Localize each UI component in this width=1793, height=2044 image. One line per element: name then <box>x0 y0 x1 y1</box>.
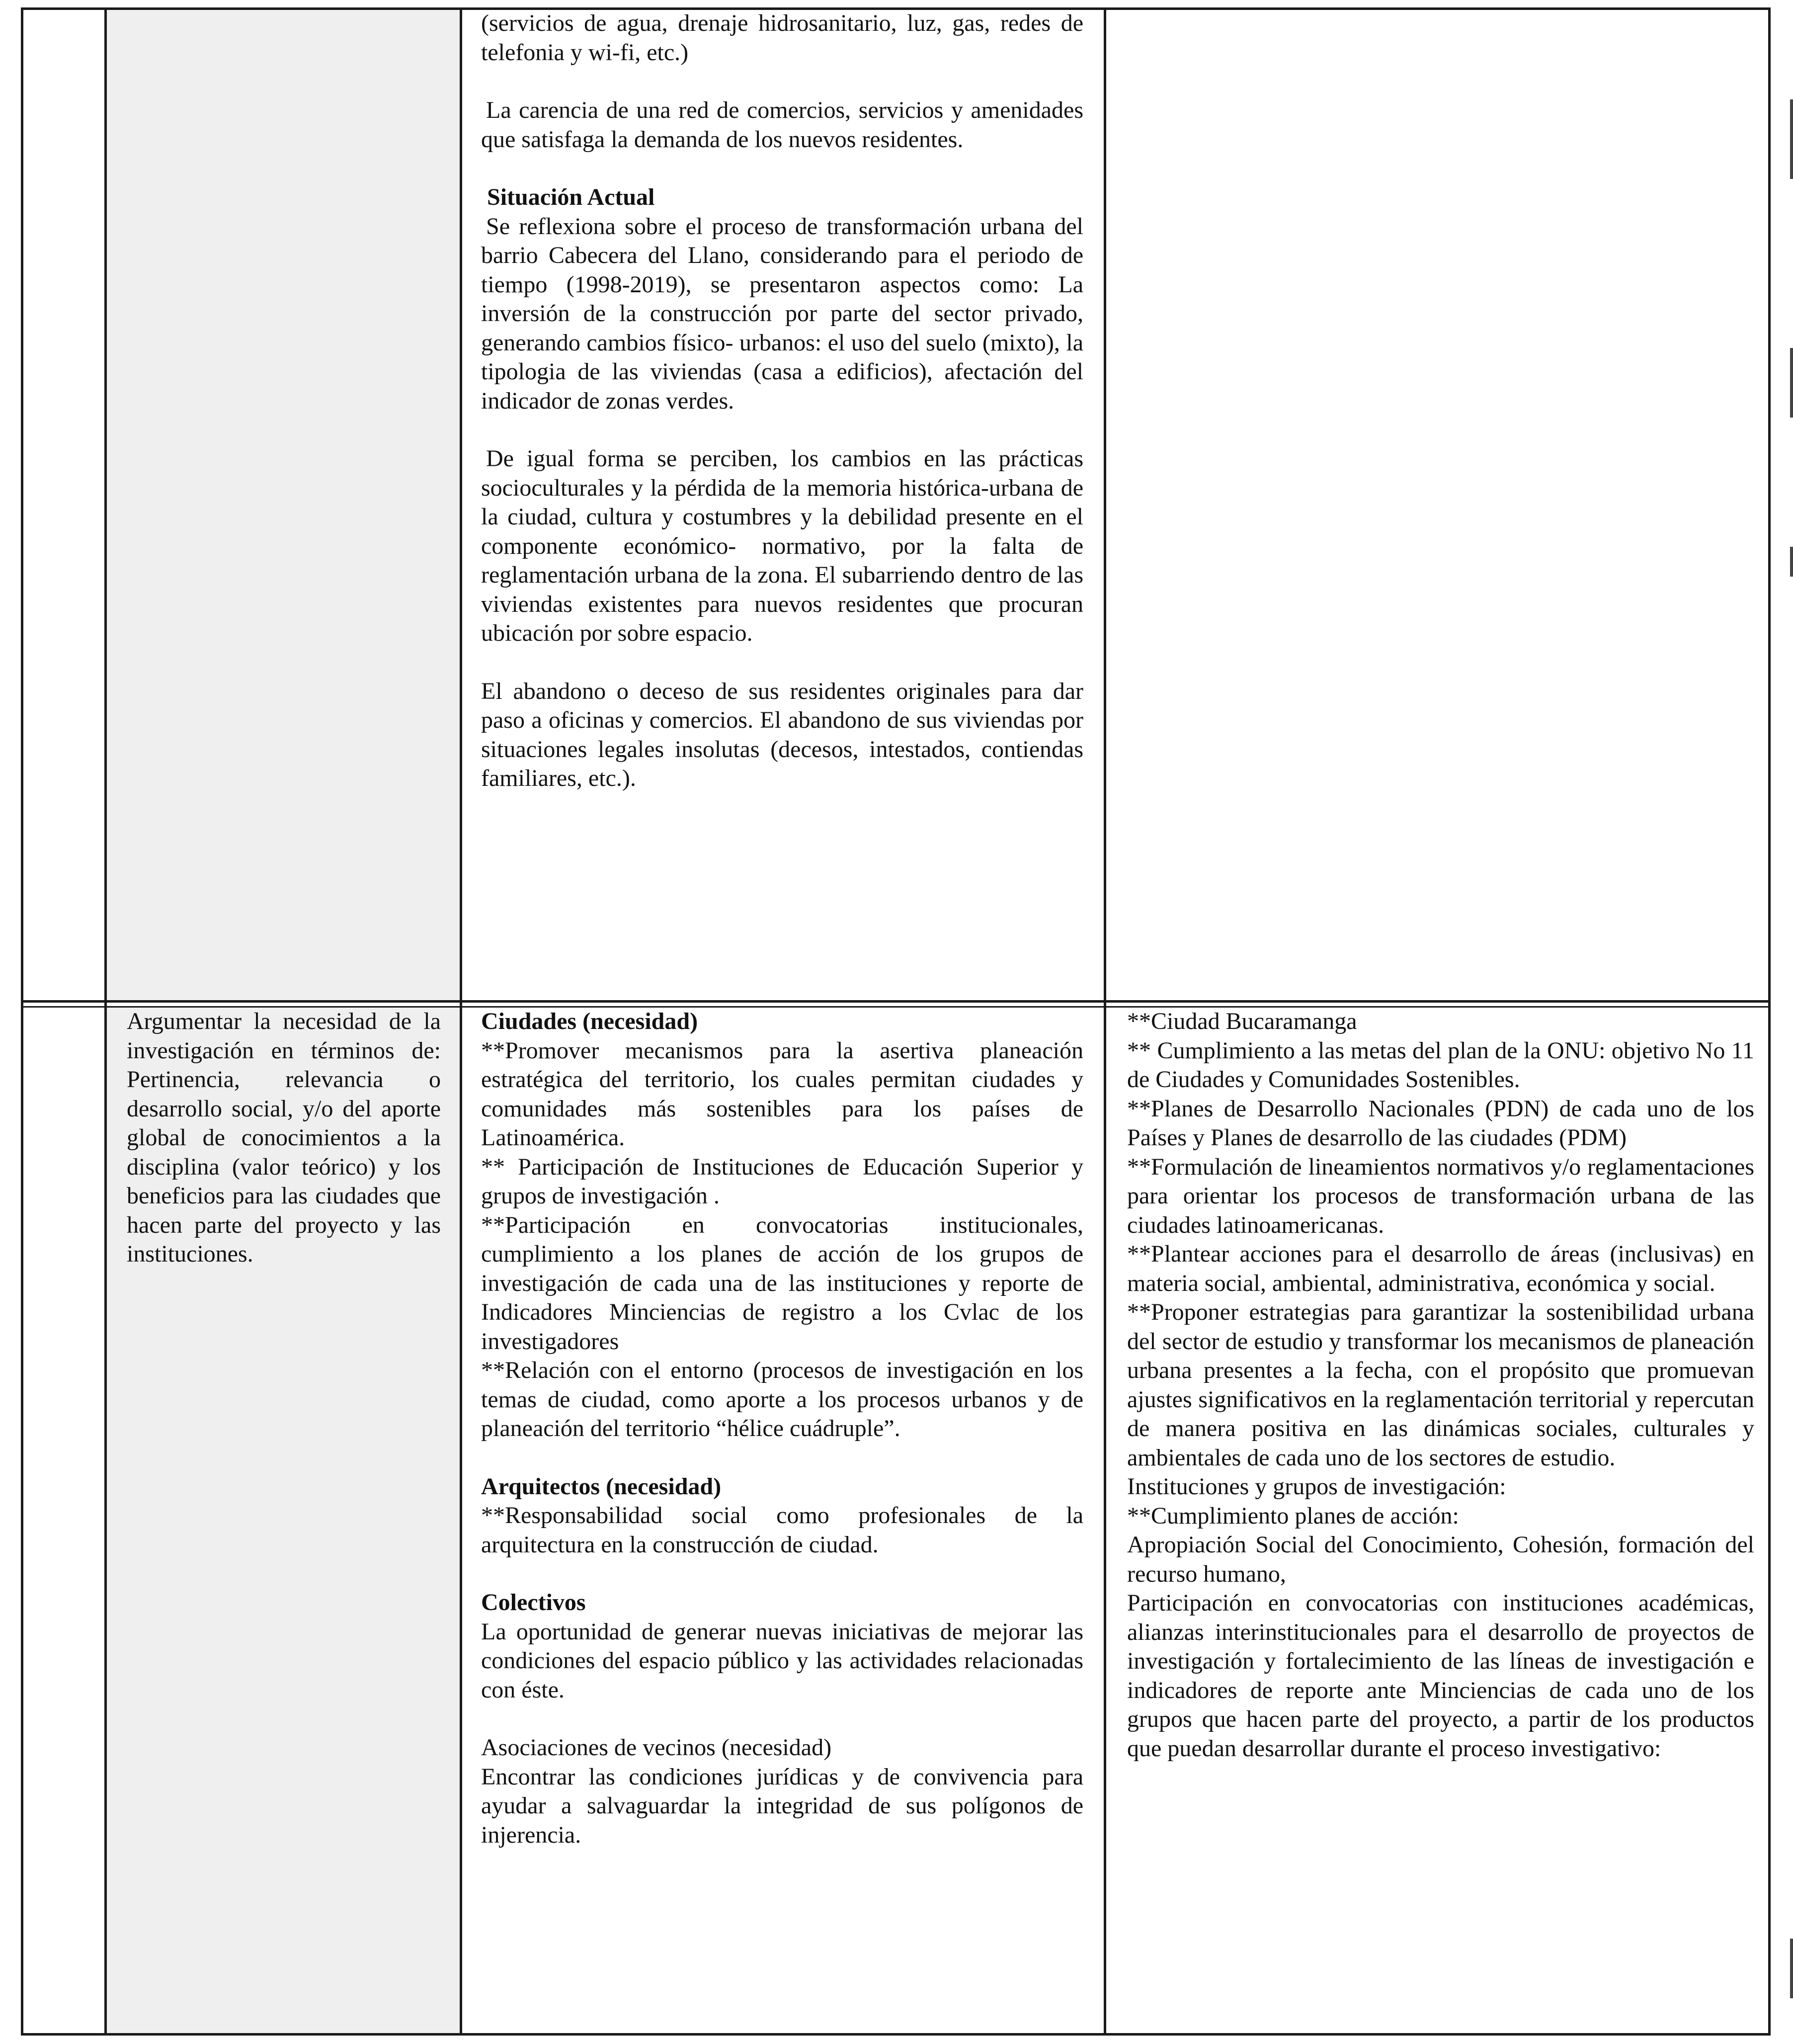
paragraph: Instituciones y grupos de investigación: <box>1127 1473 1506 1500</box>
table-border-bottom <box>21 2033 1771 2036</box>
paragraph: De igual forma se perciben, los cambios en las prácticas socioculturales y la pérdida de la memoria histórica-urbana de la ciudad, cultura y costumbres y la debilidad presente en el componente económico- normativo, por la falta de reglamentación urbana de la zona. El subarriendo dentro de las viviendas existentes para nuevos residentes que procuran ubicación por sobre espacio. <box>481 445 1083 646</box>
paragraph: ** Cumplimiento a las metas del plan de la ONU: objetivo No 11 de Ciudades y Comunidades Sostenibles. <box>1127 1037 1754 1093</box>
section-heading: Arquitectos (necesidad) <box>481 1473 722 1500</box>
section-heading: Colectivos <box>481 1589 586 1616</box>
paragraph: Argumentar la necesidad de la investigación en términos de: Pertinencia, relevancia o desarrollo social, y/o del aporte global de conocimientos a la disciplina (valor teórico) y los beneficios para las ciudades que hacen parte del proyecto y las instituciones. <box>127 1008 441 1267</box>
table-border-col3 <box>1104 9 1106 2035</box>
table-border-right <box>1768 9 1771 2035</box>
paragraph: **Promover mecanismos para la asertiva planeación estratégica del territorio, los cuales permitan ciudades y comunidades más sostenibles para los países de Latinoamérica. <box>481 1037 1083 1151</box>
paragraph: **Proponer estrategias para garantizar la sostenibilidad urbana del sector de estudio y transformar los mecanismos de planeación urbana presentes a la fecha, con el propósito que promuevan ajustes significativos en la reglamentación territorial y repercutan de manera positiva en las dinámicas sociales, culturales y ambientales de cada uno de los sectores de estudio. <box>1127 1299 1754 1471</box>
table-border-col2 <box>460 9 462 2035</box>
section-heading: Situación Actual <box>487 184 655 210</box>
paragraph: Apropiación Social del Conocimiento, Cohesión, formación del recurso humano, <box>1127 1532 1754 1587</box>
paragraph: **Formulación de lineamientos normativos y/o reglamentaciones para orientar los procesos de transformación urbana de las ciudades latinoamericanas. <box>1127 1153 1754 1238</box>
page-edge-bar <box>1790 348 1793 418</box>
row2-col3-text <box>481 1007 1083 1850</box>
row1-col2-cell <box>107 10 460 1000</box>
paragraph: **Participación en convocatorias institucionales, cumplimiento a los planes de acción de los grupos de investigación de cada una de las instituciones y reporte de Indicadores Minciencias de registro a los Cvlac de los investigadores <box>481 1211 1083 1355</box>
paragraph: **Planes de Desarrollo Nacionales (PDN) de cada uno de los Países y Planes de desarrollo de las ciudades (PDM) <box>1127 1095 1754 1151</box>
paragraph: Se reflexiona sobre el proceso de transformación urbana del barrio Cabecera del Llano, considerando para el periodo de tiempo (1998-2019), se presentaron aspectos como: La inversión de la construcción por parte del sector privado, generando cambios físico- urbanos: el uso del suelo (mixto), la tipologia de las viviendas (casa a edificios), afectación del indicador de zonas verdes. <box>481 213 1083 414</box>
paragraph: La oportunidad de generar nuevas iniciativas de mejorar las condiciones del espacio público y las actividades relacionadas con éste. <box>481 1618 1083 1703</box>
page-edge-bar <box>1790 547 1793 577</box>
paragraph: **Cumplimiento planes de acción: <box>1127 1502 1459 1529</box>
paragraph: Participación en convocatorias con instituciones académicas, alianzas interinstitucionales para el desarrollo de proyectos de investigación y fortalecimiento de las líneas de investigación e indicadores de reporte ante Minciencias de cada uno de los grupos que hacen parte del proyecto, a partir de los productos que puedan desarrollar durante el proceso investigativo: <box>1127 1590 1754 1762</box>
paragraph: ** Participación de Instituciones de Educación Superior y grupos de investigación . <box>481 1153 1083 1209</box>
paragraph: El abandono o deceso de sus residentes originales para dar paso a oficinas y comercios. El abandono de sus viviendas por situaciones legales insolutas (decesos, intestados, contiendas familiares, etc.). <box>481 678 1083 791</box>
row2-col2-text <box>127 1007 441 1269</box>
paragraph: (servicios de agua, drenaje hidrosanitario, luz, gas, redes de telefonia y wi-fi, etc.) <box>481 10 1083 66</box>
paragraph: Encontrar las condiciones jurídicas y de convivencia para ayudar a salvaguardar la integridad de sus polígonos de injerencia. <box>481 1763 1083 1848</box>
paragraph: **Relación con el entorno (procesos de investigación en los temas de ciudad, como aporte a los procesos urbanos y de planeación del territorio “hélice cuádruple”. <box>481 1357 1083 1442</box>
row1-col3-text <box>481 9 1083 793</box>
page-edge-bar <box>1790 99 1793 179</box>
paragraph: **Ciudad Bucaramanga <box>1127 1008 1357 1034</box>
table-border-left <box>21 9 23 2035</box>
table-border-col1 <box>104 9 107 2035</box>
paragraph: La carencia de una red de comercios, servicios y amenidades que satisfaga la demanda de los nuevos residentes. <box>481 97 1083 153</box>
row-divider <box>21 1000 1771 1003</box>
paragraph: **Plantear acciones para el desarrollo de áreas (inclusivas) en materia social, ambiental, administrativa, económica y social. <box>1127 1241 1754 1296</box>
paragraph: Asociaciones de vecinos (necesidad) <box>481 1734 832 1761</box>
page-edge-bar <box>1790 1939 1793 1998</box>
section-heading: Ciudades (necesidad) <box>481 1008 698 1034</box>
paragraph: **Responsabilidad social como profesionales de la arquitectura en la construcción de ciudad. <box>481 1502 1083 1558</box>
row2-col4-text <box>1127 1007 1754 2031</box>
